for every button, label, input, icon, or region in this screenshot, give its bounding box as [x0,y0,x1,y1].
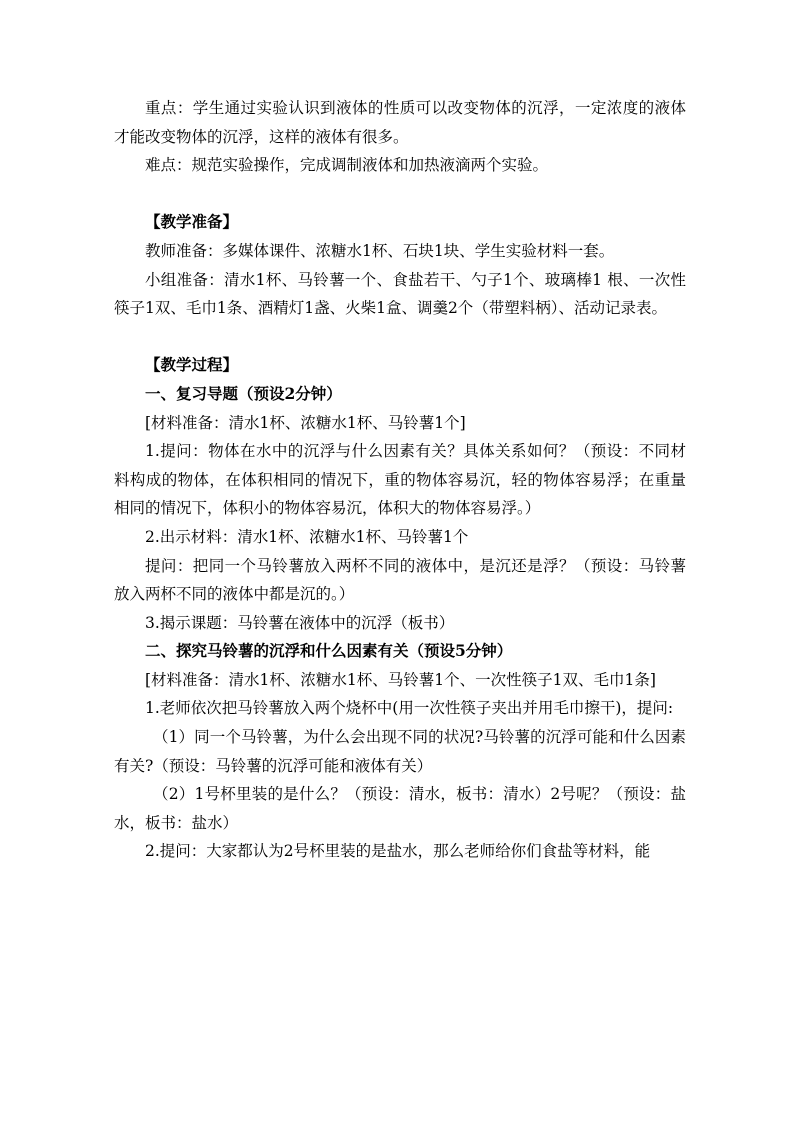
section2-question2: （2）1号杯里装的是什么？（预设：清水，板书：清水）2号呢？（预设：盐水，板书：盐水） [114,785,686,832]
section1-item2: 2.出示材料：清水1杯、浓糖水1杯、马铃薯1个 [145,527,469,546]
spacer [114,180,686,209]
process-heading: 【教学过程】 [145,355,239,375]
section2-question1: （1）同一个马铃薯，为什么会出现不同的状况?马铃薯的沉浮可能和什么因素有关?（预设：马铃薯的沉浮可能和液体有关） [114,728,686,775]
spacer [114,323,686,352]
section1-title: 一、复习导题（预设2分钟） [145,383,342,403]
document-page [114,94,686,866]
teacher-preparation: 教师准备：多媒体课件、浓糖水1杯、石块1块、学生实验材料一套。 [145,241,615,260]
group-preparation: 小组准备：清水1杯、马铃薯一个、食盐若干、勺子1个、玻璃棒1 根、一次性筷子1双、毛巾1条、酒精灯1盏、火柴1盒、调羹2个（带塑料柄）、活动记录表。 [114,270,686,318]
section2-item1: 1.老师依次把马铃薯放入两个烧杯中(用一次性筷子夹出并用毛巾擦干)，提问: [145,699,674,718]
focus-paragraph: 重点：学生通过实验认识到液体的性质可以改变物体的沉浮，一定浓度的液体才能改变物体的沉浮，这样的液体有很多。 [114,99,686,146]
preparation-heading: 【教学准备】 [145,212,239,232]
section2-materials: [材料准备：清水1杯、浓糖水1杯、马铃薯1个、一次性筷子1双、毛巾1条] [145,670,656,689]
section1-item1: 1.提问：物体在水中的沉浮与什么因素有关？具体关系如何？（预设：不同材料构成的物体，在体积相同的情况下，重的物体容易沉，轻的物体容易浮；在重量相同的情况下，体积小的物体容易沉，体积大的物体容易浮。） [114,442,686,518]
section1-materials: [材料准备：清水1杯、浓糖水1杯、马铃薯1个] [145,413,466,432]
section1-item3: 3.揭示课题：马铃薯在液体中的沉浮（板书） [145,613,455,632]
difficulty-paragraph: 难点：规范实验操作，完成调制液体和加热液滴两个实验。 [145,156,549,175]
section1-item2-ask: 提问：把同一个马铃薯放入两杯不同的液体中，是沉还是浮？（预设：马铃薯放入两杯不同的液体中都是沉的。） [114,556,686,604]
section2-title: 二、探究马铃薯的沉浮和什么因素有关（预设5分钟） [145,641,513,661]
section2-item2: 2.提问：大家都认为2号杯里装的是盐水，那么老师给你们食盐等材料，能 [145,842,651,861]
